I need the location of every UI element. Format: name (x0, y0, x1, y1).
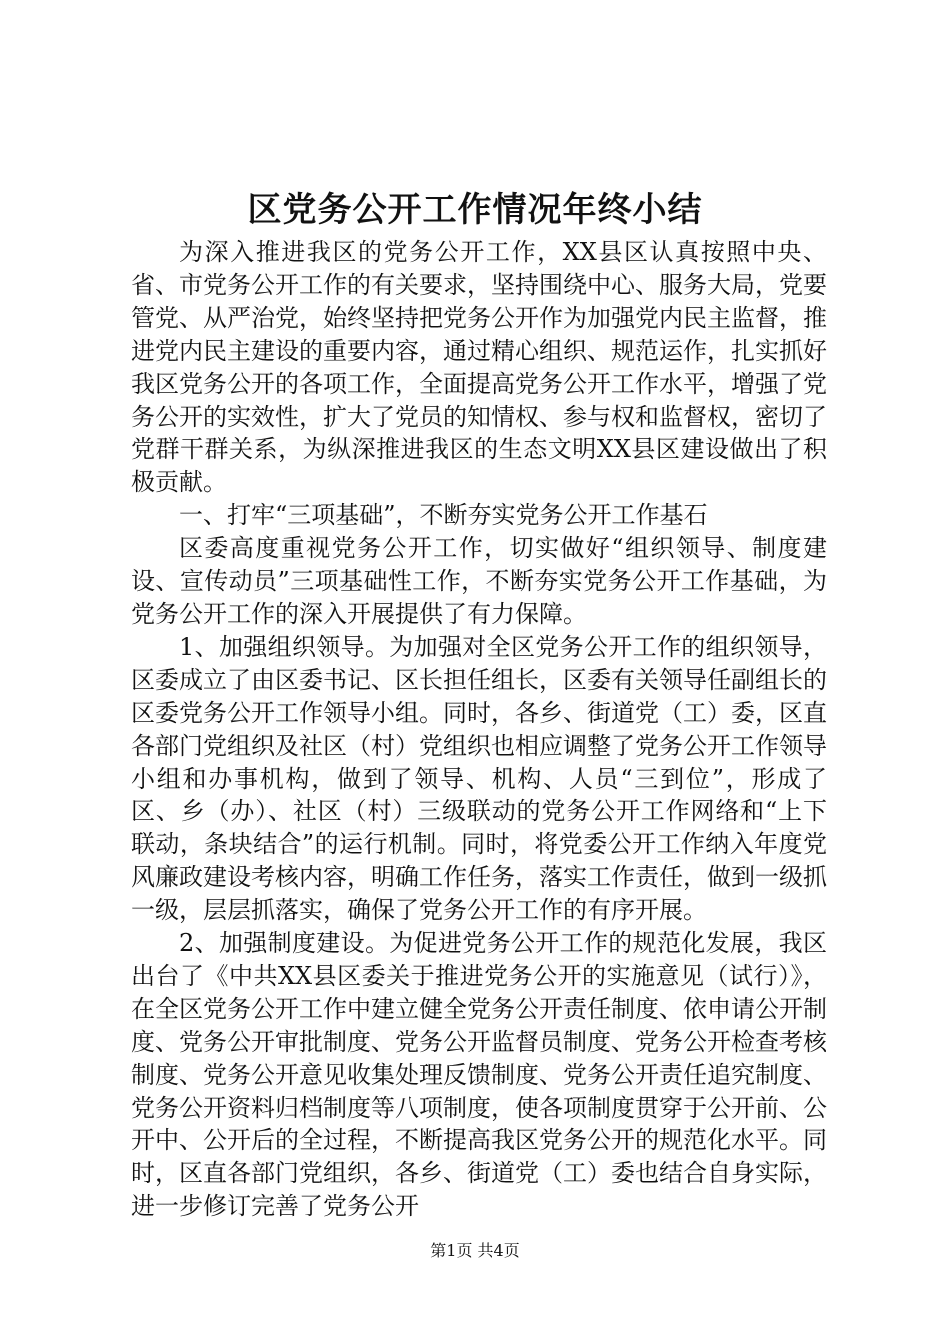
document-body (131, 236, 827, 1223)
section-heading-1: 一、打牢“三项基础”，不断夯实党务公开工作基石 (179, 501, 708, 530)
document-title: 区党务公开工作情况年终小结 (247, 190, 703, 230)
paragraph-item-2: 2、加强制度建设。为促进党务公开工作的规范化发展，我区出台了《中共XX县区委关于推进党务公开的实施意见（试行）》，在全区党务公开工作中建立健全党务公开责任制度、依申请公开制度、党务公开审批制度、党务公开监督员制度、党务公开检查考核制度、党务公开意见收集处理反馈制度、党务公开责任追究制度、党务公开资料归档制度等八项制度，使各项制度贯穿于公开前、公开中、公开后的全过程，不断提高我区党务公开的规范化水平。同时，区直各部门党组织，各乡、街道党（工）委也结合自身实际，进一步修订完善了党务公开 (131, 929, 827, 1221)
page-number: 第1页 共4页 (430, 1241, 520, 1260)
paragraph-item-1: 1、加强组织领导。为加强对全区党务公开工作的组织领导，区委成立了由区委书记、区长担任组长，区委有关领导任副组长的区委党务公开工作领导小组。同时，各乡、街道党（工）委，区直各部门党组织及社区（村）党组织也相应调整了党务公开工作领导小组和办事机构，做到了领导、机构、人员“三到位”，形成了区、乡（办）、社区（村）三级联动的党务公开工作网络和“上下联动，条块结合”的运行机制。同时，将党委公开工作纳入年度党风廉政建设考核内容，明确工作任务，落实工作责任，做到一级抓一级，层层抓落实，确保了党务公开工作的有序开展。 (131, 632, 827, 925)
paragraph-intro: 为深入推进我区的党务公开工作，XX县区认真按照中央、省、市党务公开工作的有关要求，坚持围绕中心、服务大局，党要管党、从严治党，始终坚持把党务公开作为加强党内民主监督，推进党内民主建设的重要内容，通过精心组织、规范运作，扎实抓好我区党务公开的各项工作，全面提高党务公开工作水平，增强了党务公开的实效性，扩大了党员的知情权、参与权和监督权，密切了党群干群关系，为纵深推进我区的生态文明XX县区建设做出了积极贡献。 (131, 238, 827, 497)
paragraph-section-1: 区委高度重视党务公开工作，切实做好“组织领导、制度建设、宣传动员”三项基础性工作，不断夯实党务公开工作基础，为党务公开工作的深入开展提供了有力保障。 (131, 534, 827, 628)
